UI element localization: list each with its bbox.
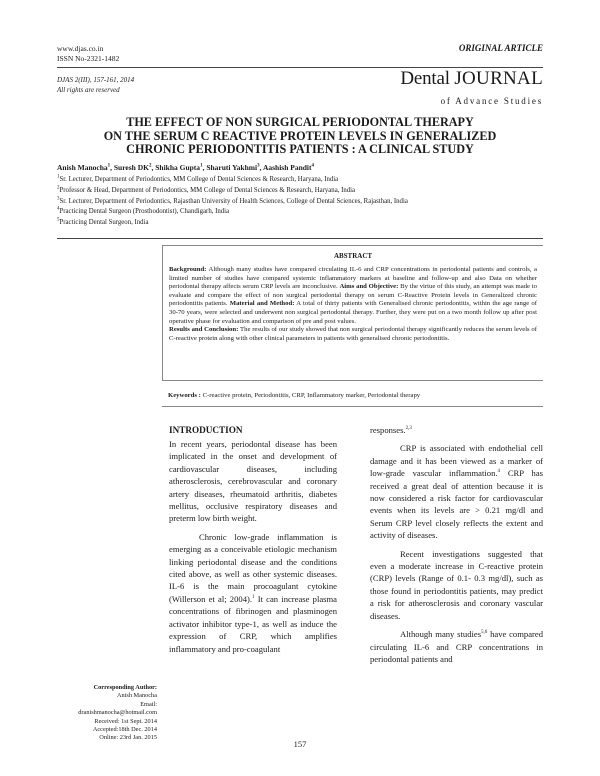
body-column-left — [169, 424, 337, 655]
author-affil-mark: 2 — [148, 163, 152, 169]
abstract-aims-label: Aims and Objective: — [339, 283, 399, 291]
citation-mark: 4 — [497, 469, 501, 475]
citation-mark: 1 — [252, 595, 255, 601]
body-text: Chronic low-grade inflammation is emerging as a conceivable etiologic mechanism linking periodontal disease and the conditions cited above, as well as other systemic diseases. IL-6 is the main procoagulant cytokine (Willerson et al; 2004). — [169, 531, 337, 604]
abstract-box — [162, 245, 543, 381]
abstract-results-label: Results and Conclusion: — [169, 326, 239, 334]
issn-number: ISSN No-2321-1482 — [57, 54, 120, 63]
body-text: have compared circulating IL-6 and CRP concentrations in periodontal patients and — [370, 629, 544, 664]
abstract-heading: ABSTRACT — [333, 252, 373, 260]
citation-mark: 2,3 — [405, 426, 412, 432]
title-line: CHRONIC PERIODONTITIS PATIENTS : A CLINICAL STUDY — [126, 142, 474, 156]
affiliation-item — [57, 207, 408, 218]
affiliation-item — [57, 186, 408, 197]
abstract-methods-text: A total of thirty patients with Generalised chronic periodontitis, within the age range of 30-70 years, were selected and underwent non surgical periodontal therapy. Further, they were put on a two month follow up after post operative phase for evaluation and comparison of pre and post values. — [169, 300, 537, 325]
page-number: 157 — [293, 739, 307, 749]
title-line: ON THE SERUM C REACTIVE PROTEIN LEVELS IN GENERALIZED — [103, 128, 497, 143]
introduction-heading: INTRODUCTION — [169, 425, 243, 435]
abstract-results-text: The results of our study showed that non surgical periodontal therapy significantly reduces the serum levels of C-reactive protein along with other clinical parameters in patients with generalised chronic periodontitis. — [169, 326, 538, 342]
affiliation-item — [57, 175, 408, 186]
accepted-date: Accepted:18th Dec. 2014 — [92, 726, 157, 734]
affiliation-text: Practicing Dental Surgeon (Prosthodontist), Chandigarh, India — [59, 208, 230, 216]
citation-mark: 5,6 — [481, 630, 488, 636]
citation-text: DJAS 2(III), 157-161, 2014 — [57, 76, 135, 84]
keywords-divider — [162, 406, 543, 407]
keywords-line — [168, 392, 420, 399]
author-name: Suresh DK — [113, 163, 149, 172]
body-paragraph — [169, 531, 337, 655]
body-paragraph — [370, 424, 543, 436]
affiliation-list — [57, 175, 408, 229]
author-list: Anish Manocha$^1$, Suresh $DK^2$, Shikha Gupta$^1$, Sharuti Yakhmi$^3$, Aashish Pandit$^4$ — [57, 163, 314, 172]
corresponding-author-heading: Corresponding Author: — [93, 684, 157, 691]
body-text: CRP has received a great deal of attention because it is now considered a risk factor for cardiovascular events when its levels are > 0.21 mg/dl and Serum CRP level closely reflects the extent and activity of diseases. — [370, 468, 543, 541]
affiliation-mark: 4 — [57, 207, 60, 213]
affiliation-item — [57, 197, 408, 208]
affiliation-text: Professor & Head, Department of Periodontics, MM College of Dental Sciences & Research, Haryana, India — [59, 186, 356, 194]
citation-block — [57, 76, 134, 95]
website-url: www.djas.co.in — [57, 44, 104, 53]
body-paragraph: Recent investigations suggested that even a moderate increase in C-reactive protein (CRP) levels (Range of 0.1- 0.3 mg/dl), such as those found in periodontitis patients, may predict a risk for atherosclerosis and coronary vascular diseases. — [370, 548, 543, 621]
journal-name-dental: Dental — [400, 68, 455, 89]
corresponding-author-block — [57, 684, 157, 743]
online-date: Online: 23rd Jan. 2015 — [99, 734, 157, 742]
corresponding-author-name: Anish Manocha — [116, 692, 157, 700]
affiliation-text: Sr. Lecturer, Department of Periodontics, Rajasthan University of Health Sciences, College of Dental Sciences, Rajasthan, India — [59, 197, 408, 205]
journal-name-journal: JOURNAL — [454, 68, 543, 89]
article-type-label: ORIGINAL ARTICLE — [458, 43, 543, 53]
author-name: Sharuti Yakhmi — [206, 163, 258, 172]
rights-text: All rights are reserved — [57, 85, 120, 94]
affiliation-mark: 3 — [57, 196, 60, 202]
journal-website — [57, 44, 119, 64]
abstract-background-text: Although many studies have compared circulating IL-6 and CRP concentrations in periodontal patients and controls, a limited number of studies have compared systemic inflammatory markers at baseline and follow-up and also Data on whether periodontal therapy affects serum CRP levels are inconclusive. — [169, 266, 537, 291]
journal-logo-title — [400, 68, 543, 90]
author-affil-mark: 4 — [311, 163, 314, 169]
abstract-aims-text: By the virtue of this study, an attempt was made to evaluate and compare the effect of non surgical periodontal therapy on serum C-Reactive Protein levels in Generalized chronic periodontitis patients. — [169, 283, 537, 308]
affiliation-text: Practicing Dental Surgeon, India — [59, 219, 149, 227]
body-text: responses. — [370, 425, 406, 435]
body-column-right — [370, 424, 543, 665]
journal-subtitle: of Advance Studies — [440, 96, 543, 106]
author-name: Shikha Gupta — [155, 163, 201, 172]
keywords-label: Keywords : — [168, 392, 201, 399]
email-label: Email: — [140, 700, 157, 708]
affiliation-mark: 5 — [57, 217, 60, 223]
body-text: CRP is associated with endothelial cell damage and it has been viewed as a marker of low-grade vascular inflammation. — [370, 443, 543, 479]
abstract-background-label: Background: — [169, 266, 207, 273]
body-paragraph — [370, 628, 543, 665]
author-name: Anish Manocha — [57, 163, 108, 172]
corresponding-author-email[interactable]: dranishmanocha@hotmail.com — [78, 709, 157, 717]
title-line: THE EFFECT OF NON SURGICAL PERIODONTAL THERAPY — [126, 115, 474, 129]
body-text: Although many studies — [400, 629, 482, 640]
received-date: Received: 1st Sept. 2014 — [94, 717, 157, 725]
affiliation-text: Sr. Lecturer, Department of Periodontics, MM College of Dental Sciences & Research, Haryana, India — [59, 176, 339, 183]
author-affil-mark: 1 — [107, 163, 111, 169]
author-name: Aashish Pandit — [262, 163, 312, 172]
affiliation-mark: 2 — [57, 185, 60, 191]
body-paragraph — [370, 442, 543, 541]
affiliation-mark: 1 — [57, 174, 60, 180]
abstract-text — [169, 266, 537, 343]
affiliation-divider — [57, 238, 543, 239]
author-affil-mark: 1 — [200, 163, 203, 169]
author-affil-mark: 3 — [257, 163, 260, 169]
affiliation-item — [57, 218, 408, 229]
article-title — [40, 116, 560, 157]
body-text: It can increase plasma concentrations of fibrinogen and plasminogen activator inhibitor type-1, as well as induce the expression of CRP, which amplifies inflammatory and pro-coagulant — [169, 593, 337, 654]
keywords-text: C-reactive protein, Periodontitis, CRP, Inflammatory marker, Periodontal therapy — [200, 392, 421, 399]
abstract-methods-label: Material and Method: — [229, 300, 295, 308]
body-paragraph: In recent years, periodontal disease has been implicated in the onset and development of cardiovascular diseases, including atherosclerosis, cerebrovascular and coronary artery diseases, rheumatoid arthritis, diabetes mellitus, occlusive respiratory diseases and preterm low birth weight. — [169, 439, 337, 524]
